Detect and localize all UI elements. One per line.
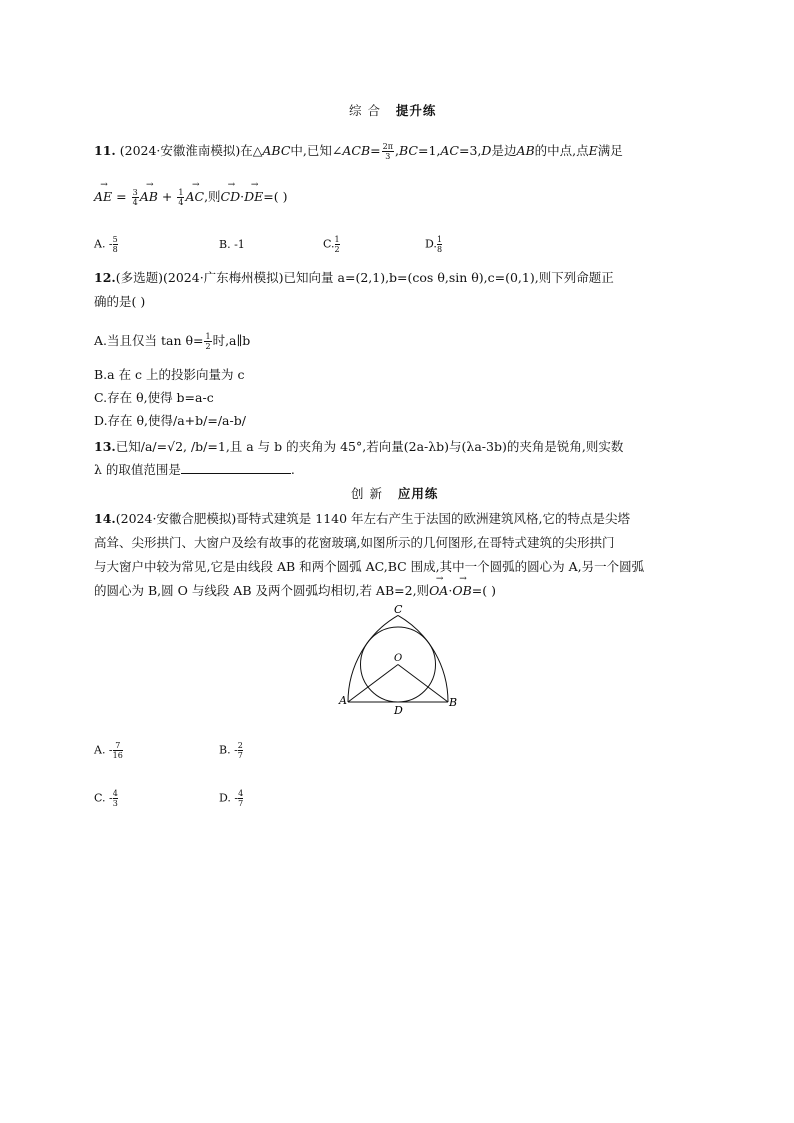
q11-ab: AB — [516, 143, 535, 158]
question-number: 11. — [94, 143, 116, 158]
vector-ae: → AE — [94, 189, 112, 204]
segment-oa — [348, 665, 398, 703]
vector-ab: → AB — [140, 189, 158, 204]
q12-option-b[interactable]: B.a 在 c 上的投影向量为 c — [94, 367, 245, 382]
q11-option-b[interactable]: B. -1 — [219, 238, 245, 251]
q11-abc: ABC — [262, 143, 291, 158]
q13-text: λ 的取值范围是 — [94, 462, 181, 477]
q14-option-b[interactable]: B. - $\frac{2}{7}$ — [219, 741, 243, 760]
question-13-line-1 — [94, 437, 623, 455]
q14-text: 与大窗户中较为常见,它是由线段 AB 和两个圆弧 AC,BC 围成,其中一个圆弧的圆心为 A,另一个圆弧 — [94, 559, 645, 574]
equals: = — [116, 189, 127, 204]
arc-bc — [398, 615, 448, 702]
fraction: $\frac{3}{4}$ — [132, 188, 138, 207]
vector-ob: → OB — [452, 583, 471, 598]
q11-ac-val: 3, — [469, 143, 482, 158]
section-label: 创 新 — [351, 486, 383, 501]
q14-option-c[interactable]: C. - $\frac{4}{3}$ — [94, 789, 118, 808]
label-c: C — [394, 603, 403, 616]
q12-option-a[interactable]: A.当且仅当 tan θ= $\frac{1}{2}$ 时,a∥b — [94, 332, 251, 351]
q14-text: (2024·安徽合肥模拟)哥特式建筑是 1140 年左右产生于法国的欧洲建筑风格,它的特点是尖塔 — [115, 511, 631, 526]
fraction: $\frac{1}{4}$ — [178, 188, 184, 207]
q11-option-a[interactable]: A. - $\frac{5}{8}$ — [94, 235, 118, 254]
question-number: 14. — [94, 511, 116, 526]
label-o: O — [394, 653, 403, 664]
question-number: 12. — [94, 270, 116, 285]
section-title: 应用练 — [397, 486, 439, 501]
q14-option-a[interactable]: A. - $\frac{7}{16}$ — [94, 741, 123, 760]
q11-e: E — [588, 143, 598, 158]
answer-bracket: =( ) — [471, 583, 496, 598]
question-11-line-1 — [94, 141, 623, 161]
question-12-line-2 — [94, 292, 145, 310]
section-heading-innovation — [351, 484, 438, 502]
q14-text: 的圆心为 B,圆 O 与线段 AB 及两个圆弧均相切,若 AB=2,则 — [94, 583, 430, 598]
section-label: 综 合 — [349, 103, 381, 118]
question-14-line-4 — [94, 581, 496, 599]
q11-d: D — [481, 143, 492, 158]
question-13-line-2 — [94, 460, 295, 478]
vector-cd: → CD — [221, 189, 241, 204]
q12-text: 确的是( ) — [94, 294, 146, 309]
segment-ob — [398, 665, 448, 703]
q12-option-c[interactable]: C.存在 θ,使得 b=a-c — [94, 390, 214, 405]
then-text: ,则 — [204, 189, 221, 204]
question-14-line-2 — [94, 533, 614, 551]
gothic-arch-figure — [336, 600, 466, 718]
q11-option-c[interactable]: C. $\frac{1}{2}$ — [323, 235, 340, 254]
q11-text: 在△ — [240, 143, 263, 158]
dot: · — [240, 189, 245, 204]
fraction: $\frac{2\pi}{3}$ — [382, 142, 393, 161]
q14-option-d[interactable]: D. - $\frac{4}{7}$ — [219, 789, 244, 808]
q11-text: , — [395, 143, 399, 158]
label-a: A — [339, 694, 347, 707]
q11-bc-val: 1, — [428, 143, 441, 158]
label-d: D — [394, 704, 403, 717]
vector-ac: → AC — [185, 189, 204, 204]
q12-text: (多选题)(2024·广东梅州模拟)已知向量 a=(2,1),b=(cos θ,sin θ),c=(0,1),则下列命题正 — [115, 270, 614, 285]
vector-de: → DE — [244, 189, 263, 204]
answer-bracket: =( ) — [263, 189, 288, 204]
q11-text: 中,已知∠ — [290, 143, 343, 158]
question-14-line-3 — [94, 557, 644, 575]
dot: · — [448, 583, 453, 598]
question-12-line-1 — [94, 268, 614, 286]
q14-text: 高耸、尖形拱门、大窗户及绘有故事的花窗玻璃,如图所示的几何图形,在哥特式建筑的尖形拱门 — [94, 535, 615, 550]
plus: + — [161, 189, 173, 204]
label-b: B — [449, 696, 458, 709]
q11-option-d[interactable]: D. $\frac{1}{8}$ — [425, 235, 443, 254]
section-heading-comprehensive — [349, 101, 436, 119]
arc-ac — [348, 615, 398, 702]
q11-text: 的中点,点 — [534, 143, 589, 158]
section-title: 提升练 — [395, 103, 437, 118]
q11-bc: BC= — [398, 143, 429, 158]
question-source: (2024·安徽淮南模拟) — [119, 143, 241, 158]
vector-oa: → OA — [429, 583, 448, 598]
q13-text: . — [290, 462, 295, 477]
answer-blank[interactable] — [181, 462, 291, 474]
question-number: 13. — [94, 439, 116, 454]
q11-acb: ACB= — [342, 143, 381, 158]
question-11-line-2 — [94, 187, 287, 207]
q11-text: 满足 — [597, 143, 623, 158]
question-14-line-1 — [94, 509, 630, 527]
q12-option-d[interactable]: D.存在 θ,使得/a+b/=/a-b/ — [94, 413, 246, 428]
q11-text: 是边 — [491, 143, 517, 158]
q13-text: 已知/a/=√2, /b/=1,且 a 与 b 的夹角为 45°,若向量(2a-λb)与(λa-3b)的夹角是锐角,则实数 — [115, 439, 624, 454]
q11-ac: AC= — [440, 143, 470, 158]
